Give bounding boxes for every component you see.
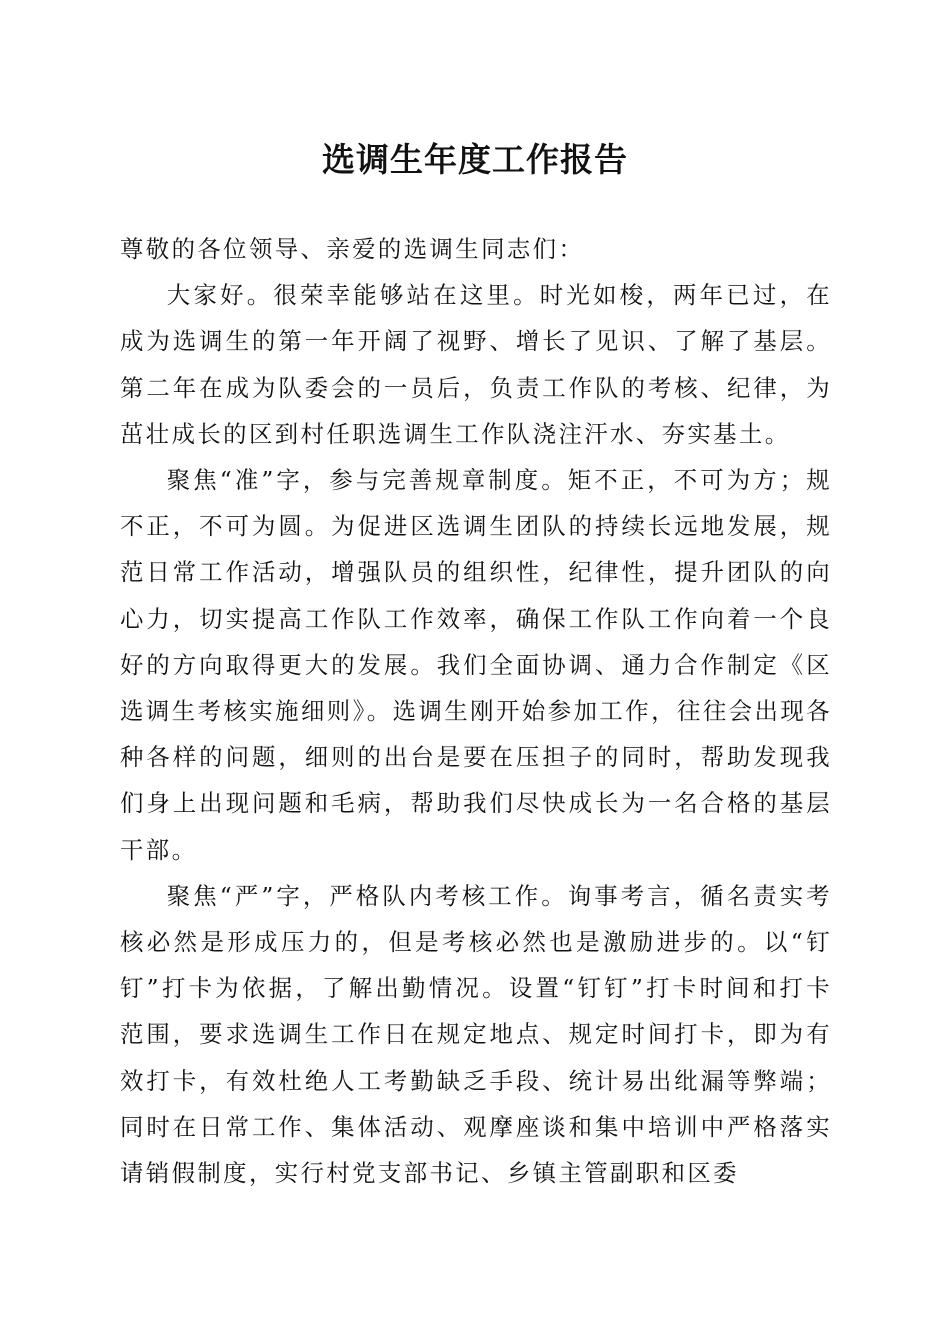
paragraph-intro: 大家好。很荣幸能够站在这里。时光如梭，两年已过，在成为选调生的第一年开阔了视野、增长了见识、了解了基层。第二年在成为队委会的一员后，负责工作队的考核、纪律，为茁壮成长的区到村任职选调生工作队浇注汗水、夯实基土。	[120, 281, 832, 448]
document-title: 选调生年度工作报告	[322, 140, 628, 179]
paragraph-assessment: 聚焦“严”字，严格队内考核工作。询事考言，循名责实考核必然是形成压力的，但是考核必然也是激励进步的。以“钉钉”打卡为依据，了解出勤情况。设置“钉钉”打卡时间和打卡范围，要求选调生工作日在规定地点、规定时间打卡，即为有效打卡，有效杜绝人工考勤缺乏手段、统计易出纰漏等弊端；同时在日常工作、集体活动、观摩座谈和集中培训中严格落实请销假制度，实行村党支部书记、乡镇主管副职和区委	[120, 881, 832, 1188]
document-body	[120, 226, 832, 1196]
salutation: 尊敬的各位领导、亲爱的选调生同志们：	[120, 235, 585, 263]
paragraph-rules: 聚焦“准”字，参与完善规章制度。矩不正，不可为方；规不正，不可为圆。为促进区选调生团队的持续长远地发展，规范日常工作活动，增强队员的组织性，纪律性，提升团队的向心力，切实提高工作队工作效率，确保工作队工作向着一个良好的方向取得更大的发展。我们全面协调、通力合作制定《区选调生考核实施细则》。选调生刚开始参加工作，往往会出现各种各样的问题，细则的出台是要在压担子的同时，帮助发现我们身上出现问题和毛病，帮助我们尽快成长为一名合格的基层干部。	[120, 466, 832, 864]
